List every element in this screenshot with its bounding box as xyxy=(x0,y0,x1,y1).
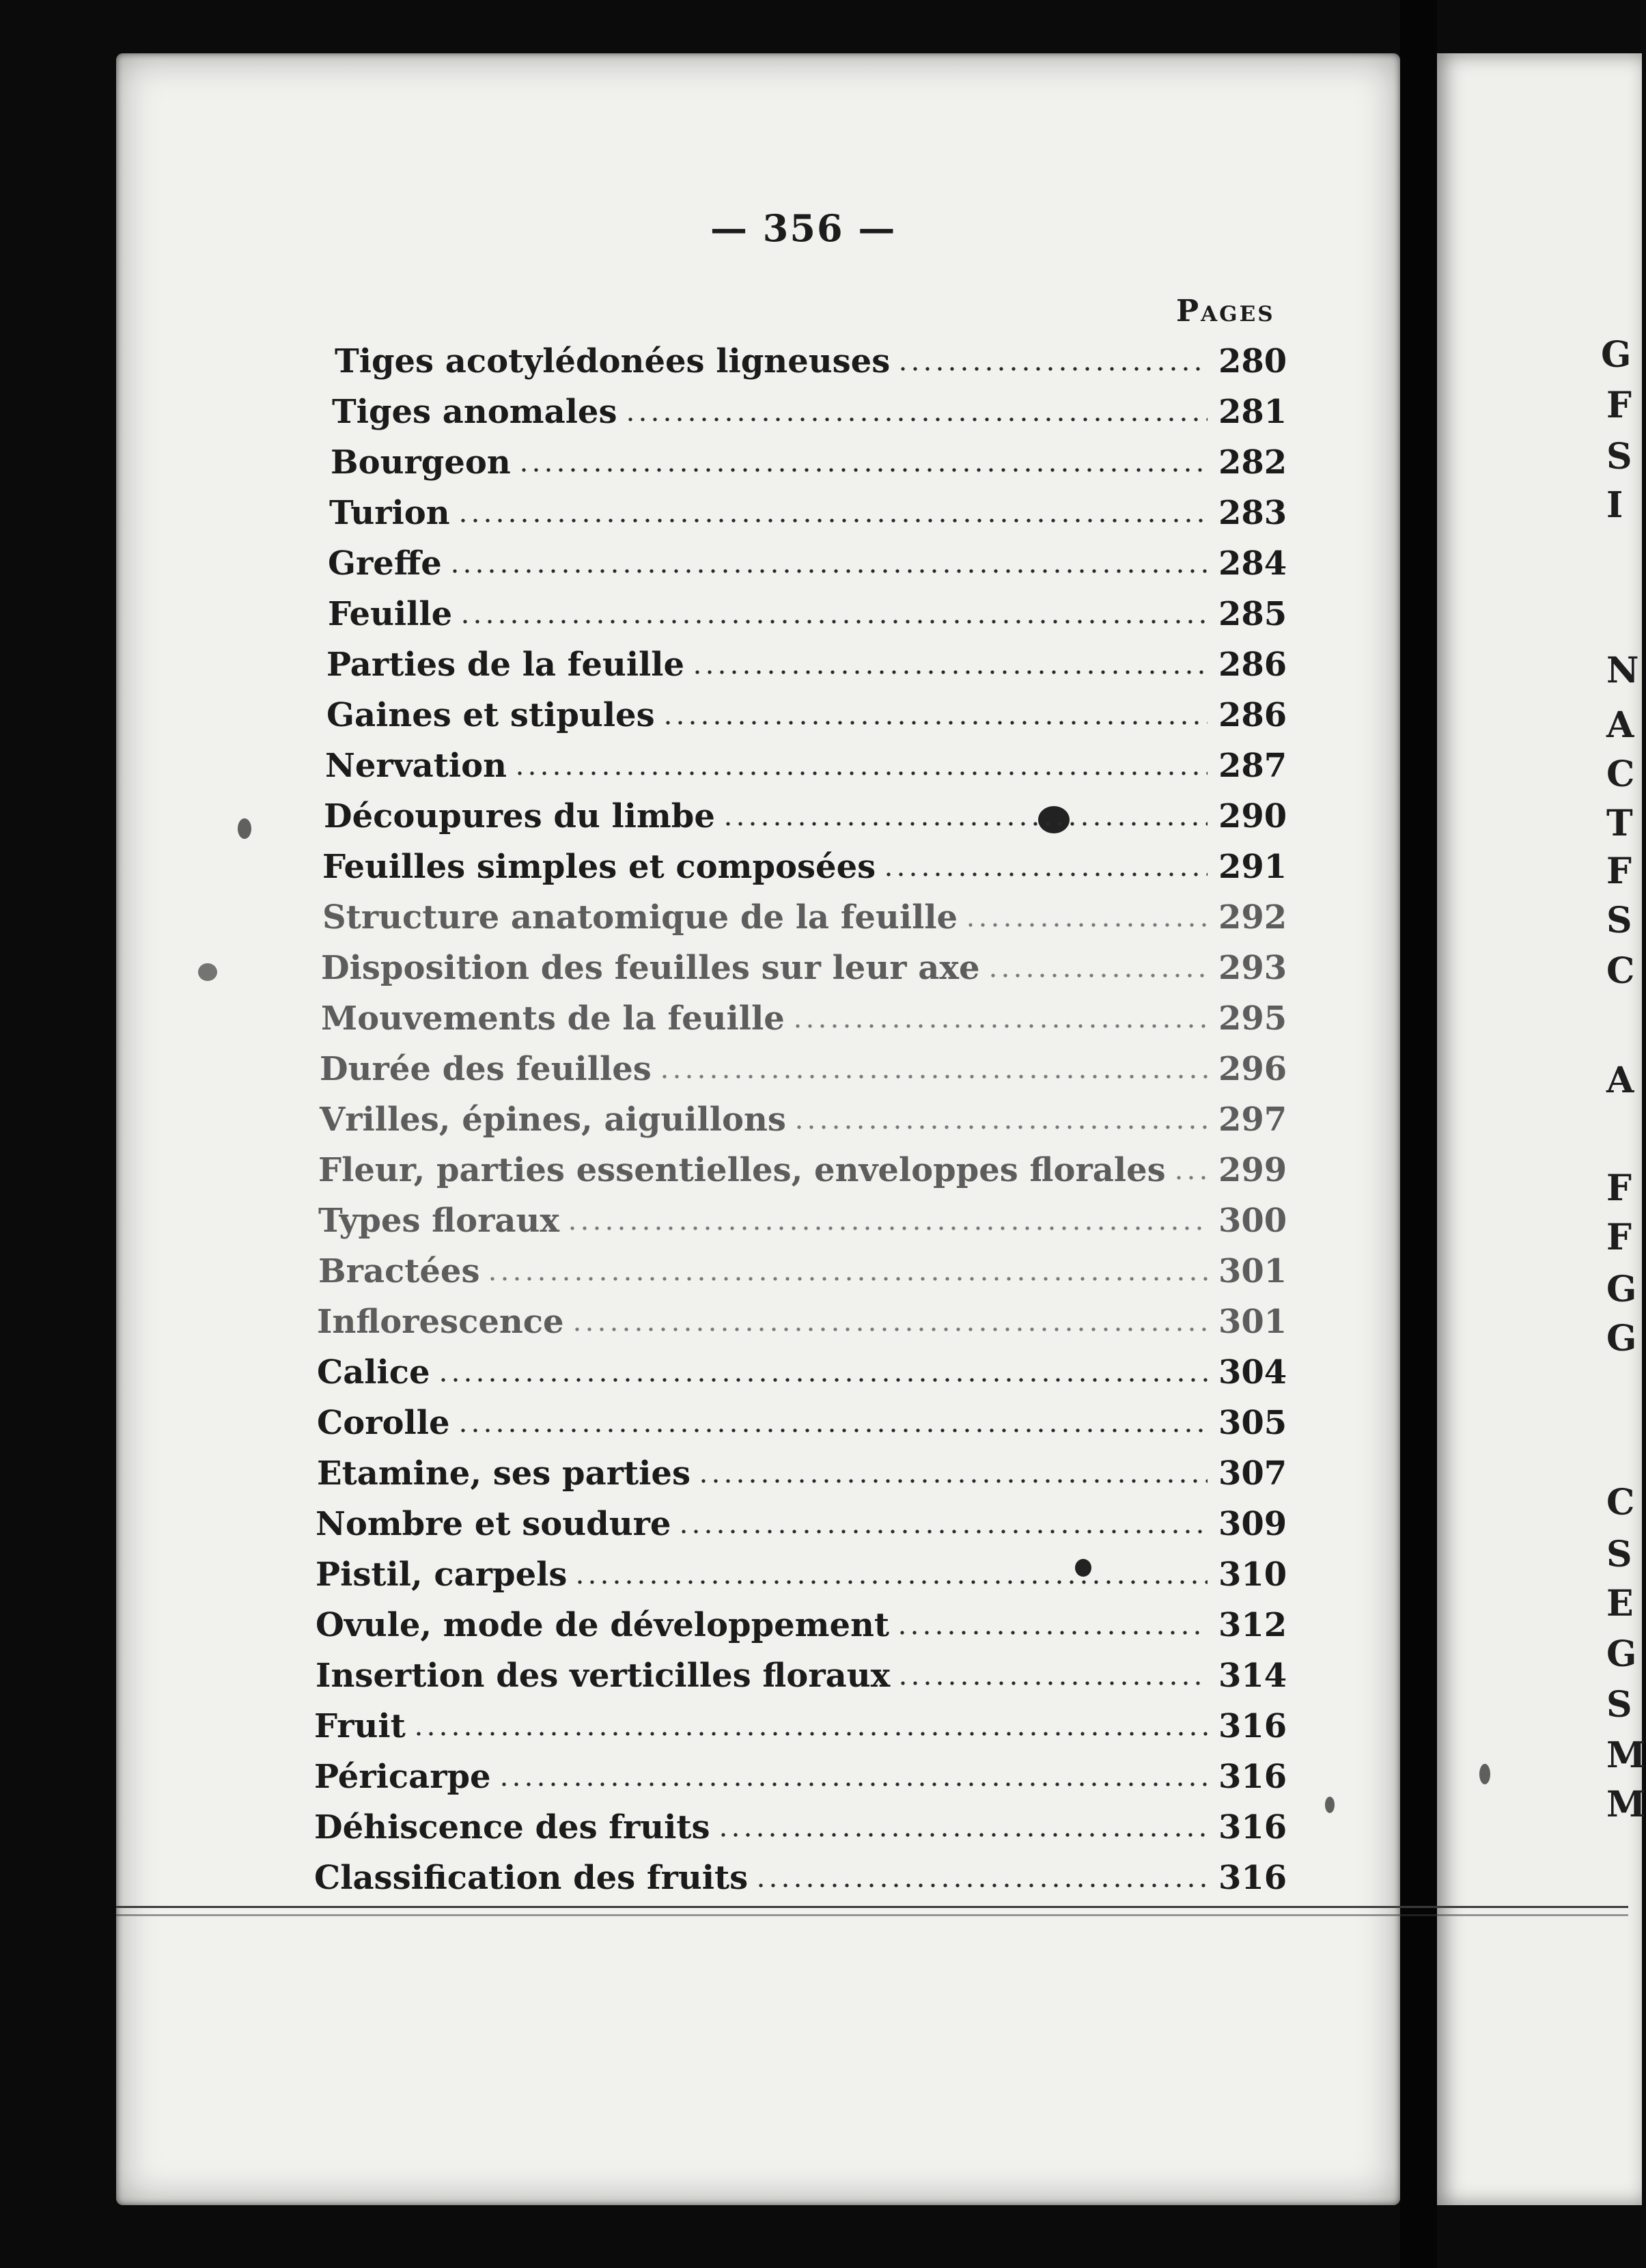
toc-entry xyxy=(316,1549,1287,1600)
toc-entry-page: 293 xyxy=(1218,949,1287,987)
toc-entry-page: 282 xyxy=(1218,443,1287,482)
toc-entry-page: 292 xyxy=(1218,898,1287,937)
toc-entry-page: 312 xyxy=(1218,1606,1287,1644)
right-fragment: T xyxy=(1606,803,1633,844)
toc-entry-title: Mouvements de la feuille xyxy=(321,999,785,1038)
dot-leader xyxy=(624,417,1208,421)
dot-leader xyxy=(697,1479,1208,1483)
toc-entry-title: Bourgeon xyxy=(331,443,511,482)
dot-leader xyxy=(793,1125,1208,1129)
toc-entry-page: 280 xyxy=(1218,342,1287,381)
toc-entry-page: 297 xyxy=(1218,1101,1287,1139)
toc-entry xyxy=(314,1802,1287,1853)
right-fragment: I xyxy=(1606,484,1623,526)
toc-entry-title: Tiges anomales xyxy=(332,393,617,431)
toc-entry xyxy=(326,690,1287,741)
toc-entry-title: Turion xyxy=(329,494,450,532)
toc-entry xyxy=(324,791,1287,842)
toc-entry-title: Greffe xyxy=(328,544,442,583)
dot-leader xyxy=(413,1732,1208,1736)
dot-leader xyxy=(574,1580,1208,1584)
toc-entry-title: Vrilles, épines, aiguillons xyxy=(320,1101,786,1139)
right-fragment: G xyxy=(1601,334,1632,376)
book-gutter xyxy=(1400,0,1437,2268)
toc-entry-page: 281 xyxy=(1218,393,1287,431)
page-number: — 356 — xyxy=(710,206,897,250)
right-fragment: A xyxy=(1606,1060,1634,1101)
dot-leader xyxy=(691,670,1208,674)
toc-entry-page: 300 xyxy=(1218,1202,1287,1240)
scan-line xyxy=(116,1906,1628,1908)
dot-leader xyxy=(897,367,1208,371)
toc-entry xyxy=(321,943,1287,993)
toc-entry xyxy=(328,538,1287,589)
toc-entry-page: 296 xyxy=(1218,1050,1287,1088)
dot-leader xyxy=(964,923,1208,927)
toc-entry xyxy=(318,1145,1287,1195)
right-fragment: G xyxy=(1606,1318,1637,1359)
right-fragment: M xyxy=(1606,1734,1646,1776)
right-fragment: S xyxy=(1606,900,1632,941)
right-fragment: F xyxy=(1606,1167,1632,1209)
toc-entry-page: 291 xyxy=(1218,848,1287,886)
toc-entry xyxy=(320,1044,1287,1094)
dot-leader xyxy=(882,872,1208,876)
right-fragment: N xyxy=(1606,650,1639,691)
toc-entry xyxy=(321,993,1287,1044)
toc-entry-page: 305 xyxy=(1218,1404,1287,1442)
right-fragment: F xyxy=(1606,850,1632,892)
dot-leader xyxy=(518,468,1208,472)
ink-spot xyxy=(238,818,251,839)
right-page xyxy=(1437,53,1646,2205)
toc-entry-title: Pistil, carpels xyxy=(316,1555,568,1594)
toc-entry-title: Péricarpe xyxy=(314,1758,491,1796)
toc-entry xyxy=(332,387,1287,437)
toc-entry-title: Inflorescence xyxy=(317,1303,564,1341)
right-fragment: F xyxy=(1606,1217,1632,1258)
toc-entry xyxy=(316,1499,1287,1549)
dot-leader xyxy=(498,1782,1208,1786)
dot-leader xyxy=(662,721,1208,725)
right-fragment: M xyxy=(1606,1784,1646,1825)
dot-leader xyxy=(437,1378,1208,1382)
dot-leader xyxy=(571,1327,1208,1331)
toc-entry xyxy=(316,1600,1287,1650)
toc-entry xyxy=(325,741,1287,791)
toc-entry-page: 301 xyxy=(1218,1252,1287,1290)
toc-entry-title: Types floraux xyxy=(318,1202,559,1240)
dot-leader xyxy=(457,1428,1208,1433)
toc-entry-page: 314 xyxy=(1218,1657,1287,1695)
dot-leader xyxy=(658,1075,1208,1079)
toc-entry-title: Feuille xyxy=(328,595,453,633)
toc-entry-page: 286 xyxy=(1218,696,1287,734)
dot-leader xyxy=(755,1883,1208,1887)
toc-entry xyxy=(314,1701,1287,1752)
right-fragment: F xyxy=(1606,385,1632,426)
toc-entry-title: Fleur, parties essentielles, enveloppes florales xyxy=(318,1151,1166,1189)
toc-entry xyxy=(314,1752,1287,1802)
right-fragment: C xyxy=(1606,950,1635,992)
toc-entry-page: 316 xyxy=(1218,1758,1287,1796)
pages-column-header: Pages xyxy=(1176,294,1275,329)
toc-entry-title: Ovule, mode de développement xyxy=(316,1606,890,1644)
right-fragment: C xyxy=(1606,1482,1635,1523)
dot-leader xyxy=(459,620,1208,624)
toc-entry-title: Découpures du limbe xyxy=(324,797,715,835)
dot-leader xyxy=(896,1631,1208,1635)
toc-entry xyxy=(320,1094,1287,1145)
toc-entry-page: 287 xyxy=(1218,747,1287,785)
toc-entry xyxy=(331,437,1287,488)
toc-entry xyxy=(326,639,1287,690)
ink-spot xyxy=(198,963,217,981)
toc-entry-title: Disposition des feuilles sur leur axe xyxy=(321,949,980,987)
dot-leader xyxy=(1173,1176,1208,1180)
ink-spot xyxy=(1479,1764,1490,1784)
toc-entry-page: 304 xyxy=(1218,1353,1287,1392)
toc-entry-page: 290 xyxy=(1218,797,1287,835)
toc-entry-title: Calice xyxy=(317,1353,430,1392)
dot-leader xyxy=(486,1277,1208,1281)
toc-entry-title: Nombre et soudure xyxy=(316,1505,671,1543)
toc-entry-page: 316 xyxy=(1218,1707,1287,1745)
toc-entry xyxy=(335,336,1287,387)
toc-entry-page: 310 xyxy=(1218,1555,1287,1594)
toc-entry-page: 316 xyxy=(1218,1808,1287,1847)
toc-entry-title: Feuilles simples et composées xyxy=(322,848,876,886)
toc-entry-title: Déhiscence des fruits xyxy=(314,1808,710,1847)
right-fragment: S xyxy=(1606,1534,1632,1575)
toc-entry-title: Classification des fruits xyxy=(314,1859,749,1897)
dot-leader xyxy=(722,822,1208,826)
toc-entry xyxy=(317,1398,1287,1448)
scan-line xyxy=(116,1914,1628,1916)
toc-entry xyxy=(318,1246,1287,1297)
toc-entry xyxy=(317,1297,1287,1347)
toc-entry-page: 285 xyxy=(1218,595,1287,633)
toc-entry-page: 307 xyxy=(1218,1454,1287,1493)
toc-entry-title: Durée des feuilles xyxy=(320,1050,652,1088)
dot-leader xyxy=(566,1226,1208,1230)
right-fragment: S xyxy=(1606,436,1632,478)
dot-leader xyxy=(717,1833,1208,1837)
toc-entry-title: Tiges acotylédonées ligneuses xyxy=(335,342,891,381)
right-fragment: S xyxy=(1606,1684,1632,1726)
dot-leader xyxy=(987,973,1208,978)
dot-leader xyxy=(457,518,1208,523)
toc-entry-page: 299 xyxy=(1218,1151,1287,1189)
toc-entry-title: Structure anatomique de la feuille xyxy=(322,898,958,937)
toc-entry-title: Insertion des verticilles floraux xyxy=(316,1657,891,1695)
toc-entry-title: Gaines et stipules xyxy=(326,696,655,734)
toc-entry-title: Fruit xyxy=(314,1707,406,1745)
toc-entry xyxy=(322,842,1287,892)
toc-entry-title: Nervation xyxy=(325,747,507,785)
toc-entry-title: Parties de la feuille xyxy=(326,646,685,684)
right-fragment: C xyxy=(1606,753,1635,795)
right-fragment: G xyxy=(1606,1269,1637,1310)
toc-entry-page: 284 xyxy=(1218,544,1287,583)
toc-entry xyxy=(322,892,1287,943)
toc-entry xyxy=(328,589,1287,639)
dot-leader xyxy=(792,1024,1208,1028)
toc-entry xyxy=(318,1195,1287,1246)
dot-leader xyxy=(514,771,1208,775)
toc-entry xyxy=(317,1448,1287,1499)
toc-entry-page: 283 xyxy=(1218,494,1287,532)
ink-spot xyxy=(1325,1797,1335,1813)
toc-entry-title: Etamine, ses parties xyxy=(317,1454,691,1493)
toc-entry-page: 316 xyxy=(1218,1859,1287,1897)
dot-leader xyxy=(897,1681,1208,1685)
dot-leader xyxy=(449,569,1208,573)
toc-entry xyxy=(316,1650,1287,1701)
dot-leader xyxy=(678,1530,1208,1534)
right-fragment: A xyxy=(1606,704,1634,746)
toc-entry xyxy=(329,488,1287,538)
toc-entry-title: Corolle xyxy=(317,1404,450,1442)
toc-entry xyxy=(314,1853,1287,1903)
toc-entry-page: 301 xyxy=(1218,1303,1287,1341)
toc-entry-page: 309 xyxy=(1218,1505,1287,1543)
toc-entry-page: 286 xyxy=(1218,646,1287,684)
toc-entry xyxy=(317,1347,1287,1398)
right-fragment: E xyxy=(1606,1583,1634,1624)
toc-entry-title: Bractées xyxy=(318,1252,480,1290)
right-fragment: G xyxy=(1606,1633,1637,1675)
toc-entry-page: 295 xyxy=(1218,999,1287,1038)
